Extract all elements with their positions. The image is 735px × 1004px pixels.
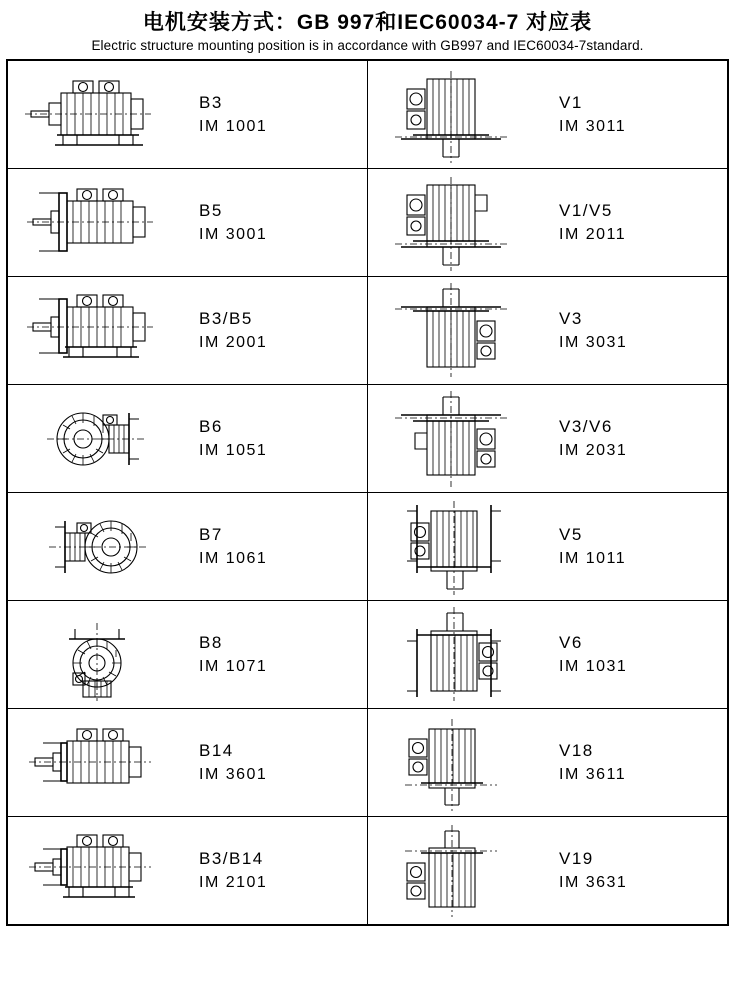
motor-face-flange-vertical-shaft-down-figure bbox=[368, 709, 553, 816]
im-code: IM 3001 bbox=[199, 226, 268, 244]
im-code: IM 1011 bbox=[559, 550, 627, 568]
im-code: IM 1071 bbox=[199, 658, 268, 676]
table-row bbox=[7, 60, 728, 169]
page-title-chinese: 电机安装方式：GB 997和IEC60034-7 对应表 bbox=[142, 11, 593, 34]
im-code: IM 3031 bbox=[559, 334, 628, 352]
mounting-code: V1/V5 bbox=[559, 200, 613, 220]
table-row bbox=[7, 277, 728, 385]
motor-flange-mounted-horizontal-figure bbox=[8, 169, 193, 276]
im-code: IM 3601 bbox=[199, 766, 268, 784]
label-group bbox=[193, 847, 367, 895]
mounting-code: B5 bbox=[199, 200, 223, 220]
im-code: IM 1001 bbox=[199, 118, 268, 136]
label-group bbox=[553, 739, 727, 787]
im-code: IM 3611 bbox=[559, 766, 627, 784]
mounting-code: B14 bbox=[199, 740, 234, 760]
im-code: IM 2101 bbox=[199, 874, 268, 892]
im-code: IM 1051 bbox=[199, 442, 268, 460]
mounting-code: V3/V6 bbox=[559, 416, 613, 436]
label-group bbox=[193, 91, 367, 139]
motor-flange-vertical-shaft-down-figure bbox=[368, 61, 553, 168]
im-code: IM 2031 bbox=[559, 442, 628, 460]
mounting-code: B3/B5 bbox=[199, 308, 253, 328]
table-cell-left bbox=[7, 277, 368, 385]
motor-foot-mounted-horizontal-figure bbox=[8, 61, 193, 168]
table-row bbox=[7, 601, 728, 709]
table-row bbox=[7, 709, 728, 817]
motor-flange-foot-vertical-shaft-up-figure bbox=[368, 385, 553, 492]
im-code: IM 1061 bbox=[199, 550, 268, 568]
mounting-code: B7 bbox=[199, 524, 223, 544]
table-cell-right bbox=[368, 60, 729, 169]
motor-wall-mounted-right-figure bbox=[8, 493, 193, 600]
label-group bbox=[553, 307, 727, 355]
table-cell-left bbox=[7, 493, 368, 601]
label-group bbox=[193, 631, 367, 679]
mounting-code: V3 bbox=[559, 308, 583, 328]
label-group bbox=[193, 307, 367, 355]
label-group bbox=[193, 415, 367, 463]
table-cell-right bbox=[368, 385, 729, 493]
im-code: IM 3011 bbox=[559, 118, 627, 136]
table-row bbox=[7, 817, 728, 926]
motor-foot-and-face-flange-horizontal-figure bbox=[8, 817, 193, 924]
mounting-code: B3 bbox=[199, 92, 223, 112]
mounting-code: V1 bbox=[559, 92, 583, 112]
motor-ceiling-mounted-figure bbox=[8, 601, 193, 708]
im-code: IM 2011 bbox=[559, 226, 627, 244]
motor-foot-vertical-shaft-down-figure bbox=[368, 493, 553, 600]
motor-foot-vertical-shaft-up-figure bbox=[368, 601, 553, 708]
motor-face-flange-vertical-shaft-up-figure bbox=[368, 817, 553, 924]
table-row bbox=[7, 493, 728, 601]
label-group bbox=[193, 739, 367, 787]
label-group bbox=[553, 523, 727, 571]
mounting-positions-table bbox=[6, 59, 729, 926]
label-group bbox=[553, 91, 727, 139]
mounting-code: V19 bbox=[559, 848, 594, 868]
label-group bbox=[553, 631, 727, 679]
table-cell-left bbox=[7, 60, 368, 169]
motor-wall-mounted-left-figure bbox=[8, 385, 193, 492]
table-cell-right bbox=[368, 709, 729, 817]
motor-foot-and-flange-horizontal-figure bbox=[8, 277, 193, 384]
table-cell-right bbox=[368, 817, 729, 926]
motor-flange-foot-vertical-shaft-down-figure bbox=[368, 169, 553, 276]
table-cell-right bbox=[368, 601, 729, 709]
table-cell-right bbox=[368, 169, 729, 277]
im-code: IM 3631 bbox=[559, 874, 628, 892]
mounting-code: V18 bbox=[559, 740, 594, 760]
table-row bbox=[7, 169, 728, 277]
mounting-code: B6 bbox=[199, 416, 223, 436]
label-group bbox=[553, 847, 727, 895]
table-row bbox=[7, 385, 728, 493]
mounting-code: V5 bbox=[559, 524, 583, 544]
mounting-code: B8 bbox=[199, 632, 223, 652]
mounting-code: B3/B14 bbox=[199, 848, 264, 868]
label-group bbox=[193, 199, 367, 247]
motor-face-flange-horizontal-figure bbox=[8, 709, 193, 816]
label-group bbox=[553, 415, 727, 463]
table-cell-right bbox=[368, 277, 729, 385]
table-cell-left bbox=[7, 601, 368, 709]
table-cell-left bbox=[7, 385, 368, 493]
im-code: IM 2001 bbox=[199, 334, 268, 352]
im-code: IM 1031 bbox=[559, 658, 628, 676]
table-cell-right bbox=[368, 493, 729, 601]
table-cell-left bbox=[7, 169, 368, 277]
mounting-code: V6 bbox=[559, 632, 583, 652]
table-cell-left bbox=[7, 817, 368, 926]
page-title-english: Electric structure mounting position is in accordance with GB997 and IEC60034-7standard. bbox=[91, 38, 644, 53]
label-group bbox=[553, 199, 727, 247]
label-group bbox=[193, 523, 367, 571]
table-cell-left bbox=[7, 709, 368, 817]
mounting-position-table-page bbox=[0, 6, 735, 1004]
motor-flange-vertical-shaft-up-figure bbox=[368, 277, 553, 384]
